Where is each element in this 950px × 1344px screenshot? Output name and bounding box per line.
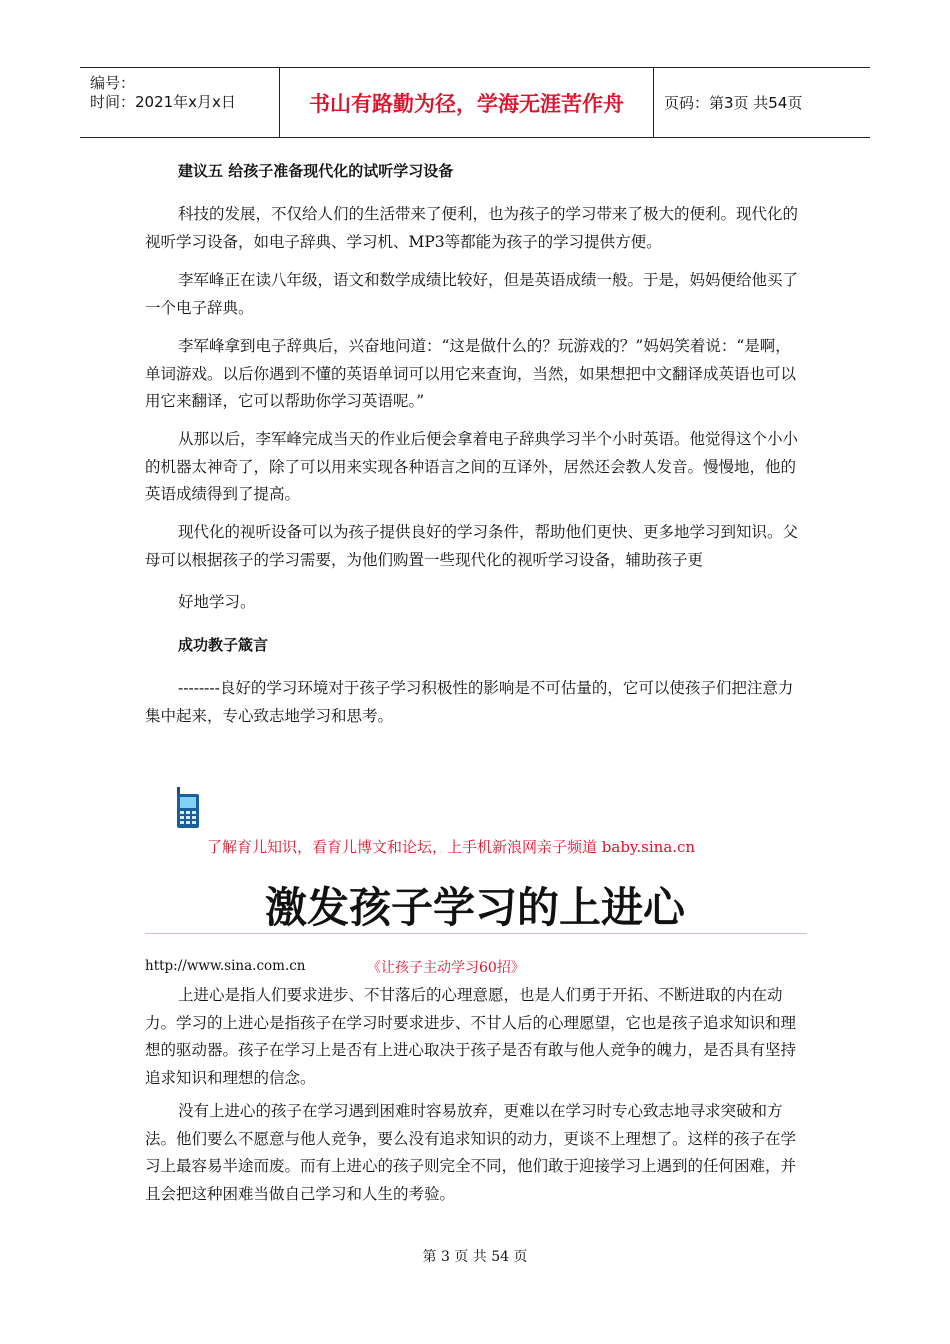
number-label: 编号： [90, 74, 136, 92]
motto-heading: 成功教子箴言 [178, 636, 269, 654]
document-header [80, 67, 870, 138]
mobile-phone-icon [176, 787, 200, 829]
paragraph: 现代化的视听设备可以为孩子提供良好的学习条件，帮助他们更快、更多地学习到知识。父母可以根据孩子的学习需要，为他们购置一些现代化的视听学习设备，辅助孩子更 [145, 523, 799, 569]
date-label: 时间：2021年x月x日 [90, 93, 236, 111]
source-url[interactable]: http://www.sina.com.cn [145, 958, 306, 974]
paragraph: 科技的发展，不仅给人们的生活带来了便利，也为孩子的学习带来了极大的便利。现代化的视听学习设备，如电子辞典、学习机、MP3等都能为孩子的学习提供方便。 [145, 205, 799, 251]
paragraph: 李军峰拿到电子辞典后，兴奋地问道：“这是做什么的？玩游戏的？”妈妈笑着说：“是啊，单词游戏。以后你遇到不懂的英语单词可以用它来查询，当然，如果想把中文翻译成英语也可以用它来翻译，它可以帮助你学习英语呢。” [145, 337, 797, 410]
article-title: 激发孩子学习的上进心 [264, 883, 685, 932]
motto-text: --------良好的学习环境对于孩子学习积极性的影响是不可估量的，它可以使孩子们把注意力集中起来，专心致志地学习和思考。 [145, 679, 794, 725]
header-meta [80, 68, 280, 137]
paragraph: 好地学习。 [178, 593, 256, 611]
paragraph: 没有上进心的孩子在学习遇到困难时容易放弃，更难以在学习时专心致志地寻求突破和方法。他们要么不愿意与他人竞争，要么没有追求知识的动力，更谈不上理想了。这样的孩子在学习上最容易半途而废。而有上进心的孩子则完全不同，他们敢于迎接学习上遇到的任何困难，并且会把这种困难当做自己学习和人生的考验。 [145, 1102, 797, 1203]
source-book: 《让孩子主动学习60招》 [367, 960, 525, 976]
header-motto: 书山有路勤为径，学海无涯苦作舟 [280, 68, 654, 137]
title-divider [145, 933, 807, 934]
header-page-label: 页码：第3页 共54页 [664, 94, 803, 112]
section-heading: 建议五 给孩子准备现代化的试听学习设备 [178, 162, 454, 180]
promo-link[interactable]: 了解育儿知识，看育儿博文和论坛，上手机新浪网亲子频道 baby.sina.cn [207, 838, 696, 856]
paragraph: 李军峰正在读八年级，语文和数学成绩比较好，但是英语成绩一般。于是，妈妈便给他买了一个电子辞典。 [145, 271, 799, 317]
page-footer: 第 3 页 共 54 页 [422, 1249, 528, 1265]
paragraph: 从那以后，李军峰完成当天的作业后便会拿着电子辞典学习半个小时英语。他觉得这个小小的机器太神奇了，除了可以用来实现各种语言之间的互译外，居然还会教人发音。慢慢地，他的英语成绩得到了提高。 [145, 430, 799, 503]
paragraph: 上进心是指人们要求进步、不甘落后的心理意愿，也是人们勇于开拓、不断进取的内在动力。学习的上进心是指孩子在学习时要求进步、不甘人后的心理愿望，它也是孩子追求知识和理想的驱动器。孩子在学习上是否有上进心取决于孩子是否有敢与他人竞争的魄力，是否具有坚持追求知识和理想的信念。 [145, 986, 797, 1087]
